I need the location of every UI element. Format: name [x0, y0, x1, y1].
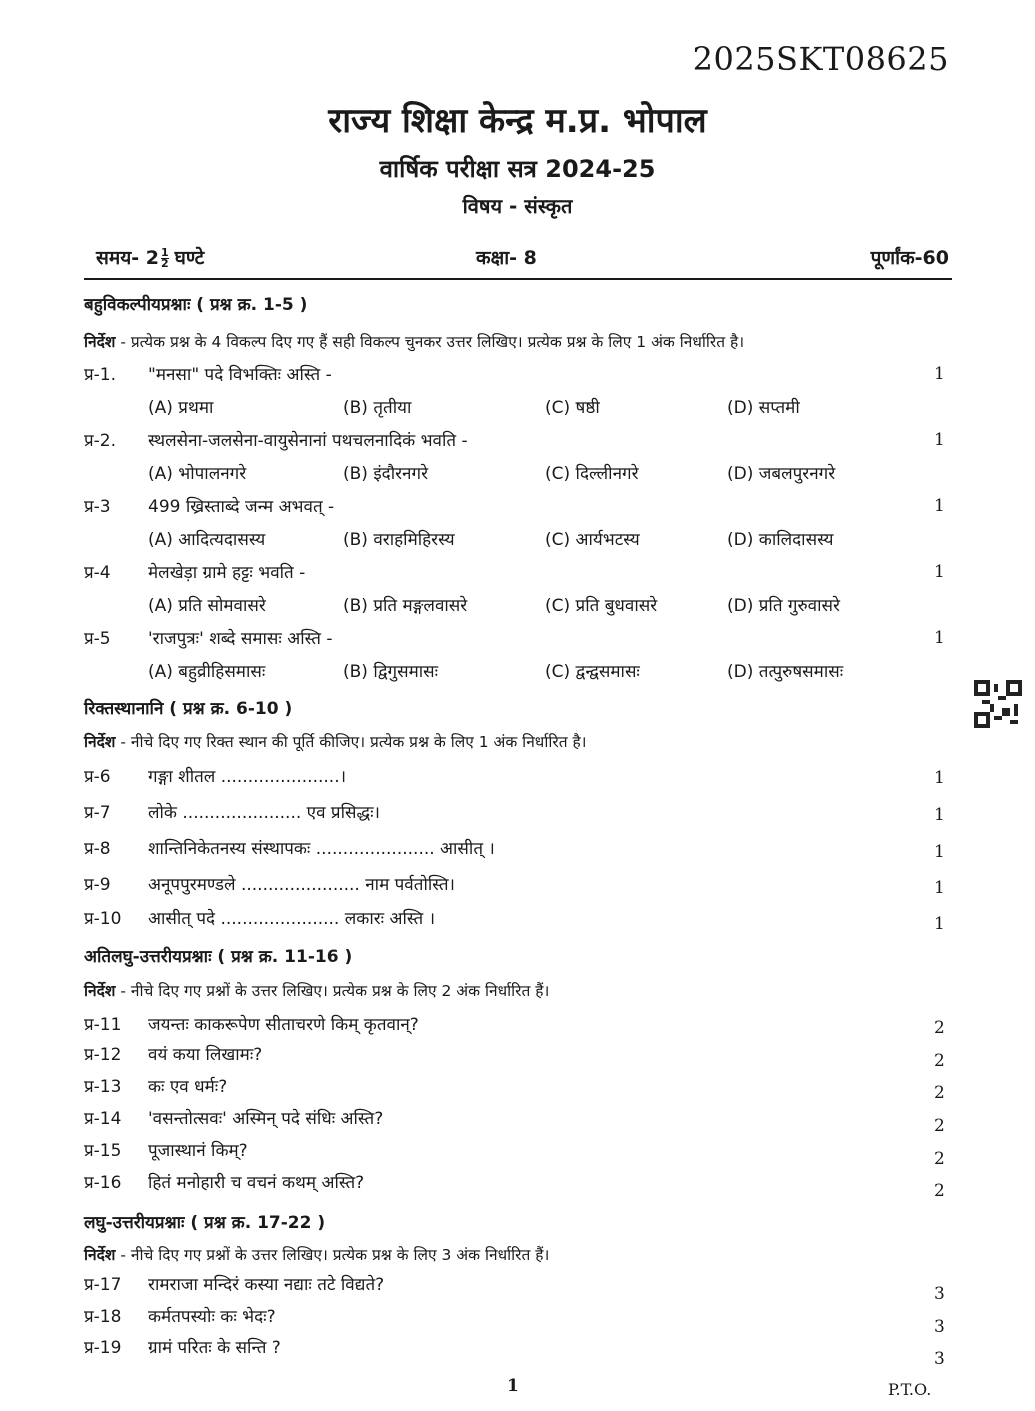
section-directive-very-short	[84, 979, 549, 1001]
question-marks: 1	[934, 842, 945, 862]
option-a: (A) प्रथमा	[148, 398, 214, 418]
question-marks: 3	[934, 1349, 945, 1369]
question-marks: 2	[934, 1149, 945, 1169]
subject-line: विषय - संस्कृत	[462, 194, 573, 218]
question-text: जयन्तः काकरूपेण सीताचरणे किम् कृतवान्?	[148, 1015, 419, 1035]
directive-label: निर्देश	[84, 982, 116, 1000]
option-c: (C) दिल्लीनगरे	[545, 464, 639, 484]
directive-label: निर्देश	[84, 333, 116, 351]
question-number: प्र-19	[84, 1338, 122, 1358]
question-marks: 1	[934, 878, 945, 898]
question-marks: 3	[934, 1317, 945, 1337]
question-number: प्र-2.	[84, 431, 117, 451]
section-directive-mcq	[84, 330, 744, 352]
question-number: प्र-17	[84, 1275, 122, 1295]
question-number: प्र-7	[84, 803, 111, 823]
qr-code-icon	[974, 680, 1022, 728]
question-text: कः एव धर्मः?	[148, 1077, 228, 1097]
section-directive-blanks	[84, 730, 587, 752]
option-b: (B) तृतीया	[343, 398, 412, 418]
page-title: राज्य शिक्षा केन्द्र म.प्र. भोपाल	[328, 101, 707, 141]
option-d: (D) प्रति गुरुवासरे	[727, 596, 840, 616]
question-number: प्र-4	[84, 563, 111, 583]
question-number: प्र-13	[84, 1077, 122, 1097]
time-allowed	[96, 244, 204, 270]
page-number: 1	[507, 1376, 519, 1396]
pto-label: P.T.O.	[888, 1380, 932, 1399]
directive-label: निर्देश	[84, 733, 116, 751]
time-unit: घण्टे	[174, 247, 205, 269]
time-fraction-numerator: 1	[160, 246, 169, 259]
directive-label: निर्देश	[84, 1246, 116, 1264]
question-marks: 1	[934, 805, 945, 825]
option-b: (B) प्रति मङ्गलवासरे	[343, 596, 468, 616]
directive-text: - नीचे दिए गए रिक्त स्थान की पूर्ति कीजिए। प्रत्येक प्रश्न के लिए 1 अंक निर्धारित है।	[115, 733, 587, 751]
option-d: (D) तत्पुरुषसमासः	[727, 662, 844, 682]
option-a: (A) बहुव्रीहिसमासः	[148, 662, 266, 682]
option-b: (B) द्विगुसमासः	[343, 662, 439, 682]
question-text: मेलखेड़ा ग्रामे हट्टः भवति -	[148, 563, 306, 583]
question-text: वयं कया लिखामः?	[148, 1045, 263, 1065]
time-label: समय- 2	[96, 247, 159, 269]
question-text: शान्तिनिकेतनस्य संस्थापकः ...................... आसीत् ।	[148, 839, 495, 859]
class-label: कक्षा- 8	[476, 247, 537, 269]
question-number: प्र-18	[84, 1307, 122, 1327]
option-c: (C) द्वन्द्वसमासः	[545, 662, 640, 682]
question-marks: 1	[934, 496, 945, 516]
question-marks: 2	[934, 1181, 945, 1201]
directive-text: - नीचे दिए गए प्रश्नों के उत्तर लिखिए। प्रत्येक प्रश्न के लिए 2 अंक निर्धारित हैं।	[115, 982, 550, 1000]
question-text: 'वसन्तोत्सवः' अस्मिन् पदे संधिः अस्ति?	[148, 1109, 384, 1129]
exam-session: वार्षिक परीक्षा सत्र 2024-25	[379, 155, 656, 183]
question-number: प्र-9	[84, 875, 111, 895]
question-number: प्र-1.	[84, 365, 117, 385]
max-marks: पूर्णांक-60	[870, 247, 949, 269]
directive-text: - नीचे दिए गए प्रश्नों के उत्तर लिखिए। प्रत्येक प्रश्न के लिए 3 अंक निर्धारित हैं।	[115, 1246, 550, 1264]
question-marks: 2	[934, 1083, 945, 1103]
option-d: (D) कालिदासस्य	[727, 530, 834, 550]
question-text: पूजास्थानं किम्?	[148, 1141, 248, 1161]
question-text: स्थलसेना-जलसेना-वायुसेनानां पथचलनादिकं भवति -	[148, 431, 468, 451]
question-marks: 1	[934, 914, 945, 934]
option-b: (B) वराहमिहिरस्य	[343, 530, 455, 550]
question-text: 'राजपुत्रः' शब्दे समासः अस्ति -	[148, 629, 333, 649]
question-number: प्र-6	[84, 767, 111, 787]
question-text: गङ्गा शीतल ......................।	[148, 767, 347, 787]
question-text: रामराजा मन्दिरं कस्या नद्याः तटे विद्यते?	[148, 1275, 385, 1295]
option-d: (D) जबलपुरनगरे	[727, 464, 836, 484]
question-number: प्र-3	[84, 497, 111, 517]
section-directive-short	[84, 1243, 549, 1265]
question-number: प्र-14	[84, 1109, 122, 1129]
question-text: अनूपपुरमण्डले ...................... नाम पर्वतोस्ति।	[148, 875, 455, 895]
question-number: प्र-12	[84, 1045, 122, 1065]
option-b: (B) इंदौरनगरे	[343, 464, 429, 484]
question-marks: 1	[934, 364, 945, 384]
question-marks: 1	[934, 562, 945, 582]
paper-code: 2025SKT08625	[692, 40, 949, 78]
question-text: ग्रामं परितः के सन्ति ?	[148, 1338, 281, 1358]
question-marks: 2	[934, 1051, 945, 1071]
question-marks: 1	[934, 768, 945, 788]
header-divider	[84, 278, 952, 280]
section-heading-very-short: अतिलघु-उत्तरीयप्रश्नाः ( प्रश्न क्र. 11-16 )	[84, 947, 353, 967]
section-heading-blanks: रिक्तस्थानानि ( प्रश्न क्र. 6-10 )	[84, 699, 293, 719]
question-number: प्र-8	[84, 839, 111, 859]
question-text: आसीत् पदे ...................... लकारः अस्ति ।	[148, 909, 436, 929]
section-heading-short: लघु-उत्तरीयप्रश्नाः ( प्रश्न क्र. 17-22 )	[84, 1213, 326, 1233]
question-marks: 2	[934, 1018, 945, 1038]
question-text: "मनसा" पदे विभक्तिः अस्ति -	[148, 365, 332, 385]
question-number: प्र-15	[84, 1141, 122, 1161]
option-c: (C) आर्यभटस्य	[545, 530, 640, 550]
option-a: (A) आदित्यदासस्य	[148, 530, 266, 550]
option-a: (A) प्रति सोमवासरे	[148, 596, 266, 616]
time-fraction-denominator: 2	[160, 257, 169, 270]
question-text: कर्मतपस्योः कः भेदः?	[148, 1307, 276, 1327]
option-a: (A) भोपालनगरे	[148, 464, 247, 484]
question-marks: 1	[934, 430, 945, 450]
option-c: (C) प्रति बुधवासरे	[545, 596, 658, 616]
question-marks: 2	[934, 1116, 945, 1136]
question-number: प्र-11	[84, 1015, 122, 1035]
section-heading-mcq: बहुविकल्पीयप्रश्नाः ( प्रश्न क्र. 1-5 )	[84, 295, 308, 315]
directive-text: - प्रत्येक प्रश्न के 4 विकल्प दिए गए हैं सही विकल्प चुनकर उत्तर लिखिए। प्रत्येक प्रश्न के लिए 1 अंक निर्धारित है।	[115, 333, 745, 351]
question-number: प्र-10	[84, 909, 122, 929]
question-number: प्र-5	[84, 629, 111, 649]
question-text: लोके ...................... एव प्रसिद्धः।	[148, 803, 380, 823]
option-c: (C) षष्ठी	[545, 398, 600, 418]
question-marks: 1	[934, 628, 945, 648]
question-text: हितं मनोहारी च वचनं कथम् अस्ति?	[148, 1173, 365, 1193]
question-marks: 3	[934, 1284, 945, 1304]
option-d: (D) सप्तमी	[727, 398, 800, 418]
question-number: प्र-16	[84, 1173, 122, 1193]
question-text: 499 ख्रिस्ताब्दे जन्म अभवत् -	[148, 497, 335, 517]
time-fraction	[161, 248, 169, 269]
